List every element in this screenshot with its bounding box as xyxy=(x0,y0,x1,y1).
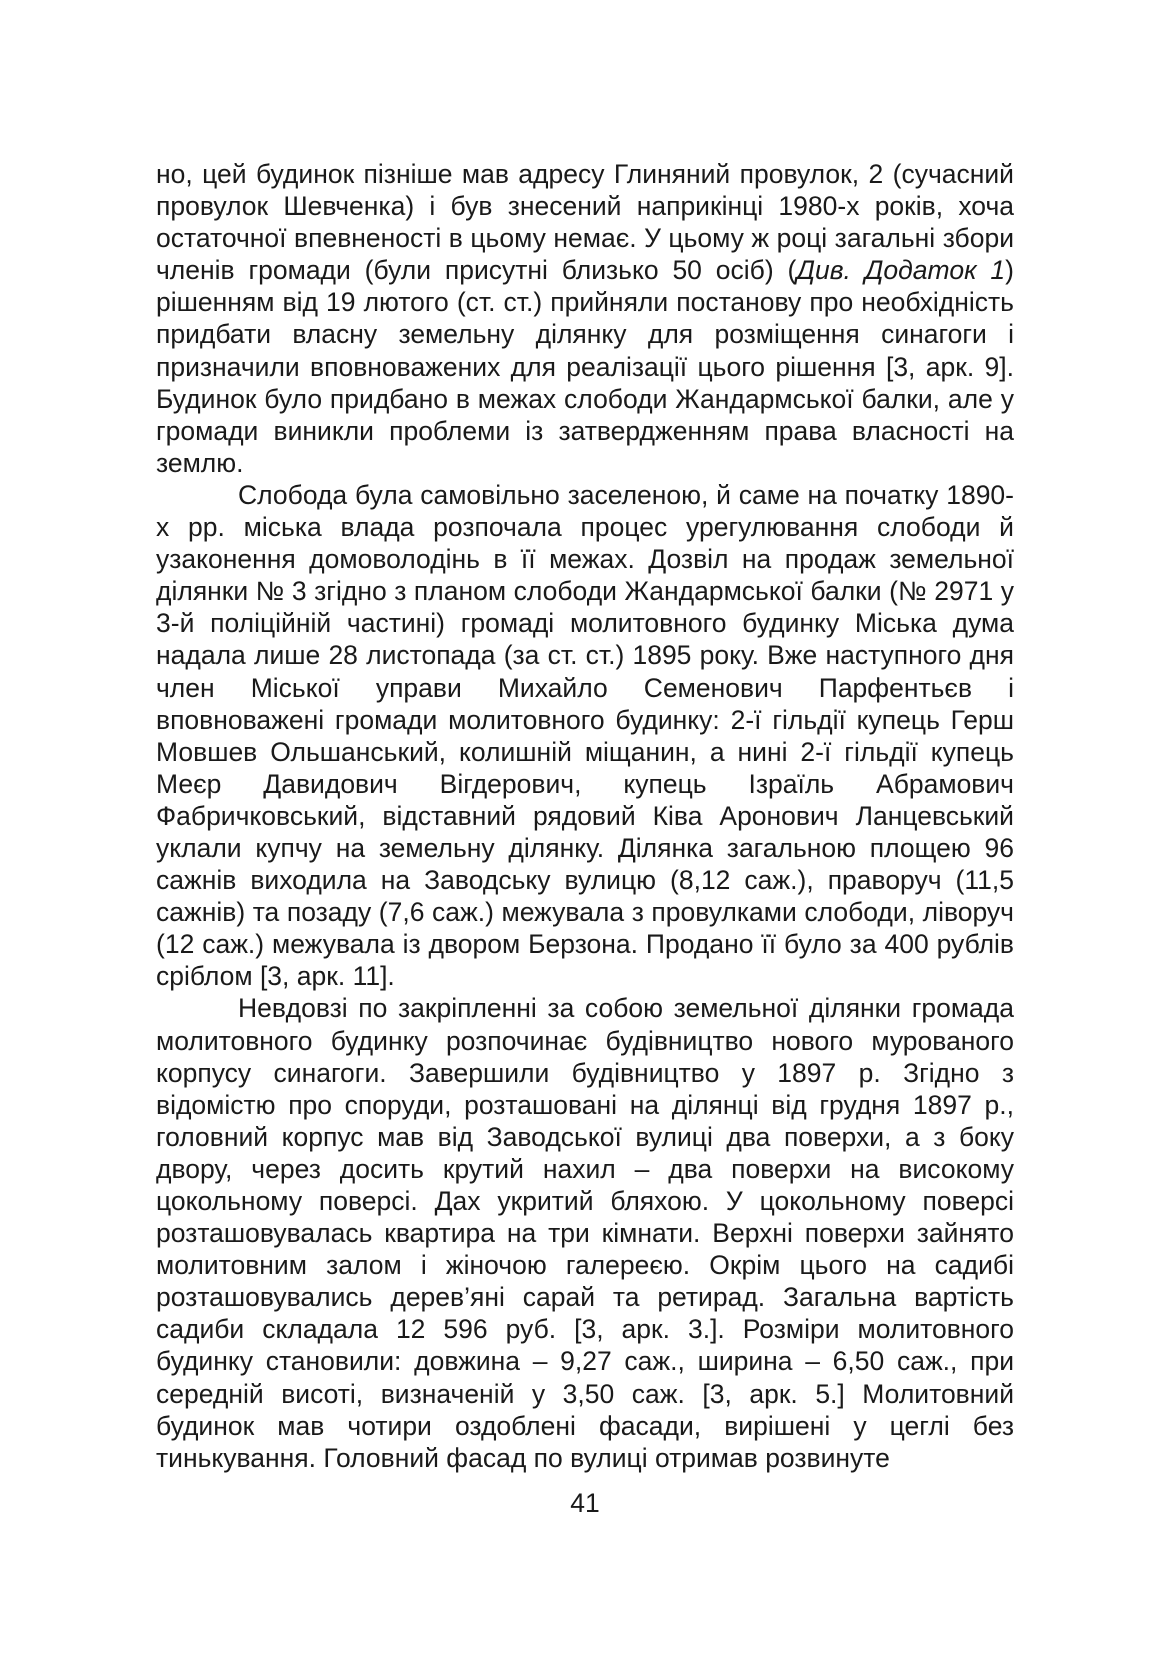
appendix-reference: Див. Додаток 1 xyxy=(796,255,1006,286)
paragraph-construction: Невдовзі по закріпленні за собою земельної ділянки громада молитовного будинку розпочинає будівництво нового мурованого корпусу синагоги. Завершили будівництво у 1897 р. Згідно з відомістю про споруди, розташовані на ділянці від грудня 1897 р., головний корпус мав від Заводської вулиці два поверхи, а з боку двору, через досить крутий нахил – два поверхи на високому цокольному поверсі. Дах укритий бляхою. У цокольному поверсі розташовувалась квартира на три кімнати. Верхні поверхи зайнято молитовним залом і жіночою галереєю. Окрім цього на садибі розташовувались дерев’яні сарай та ретирад. Загальна вартість садиби складала 12 596 руб. [3, арк. 3.]. Розміри молитовного будинку становили: довжина – 9,27 саж., ширина – 6,50 саж., при середній висоті, визначеній у 3,50 саж. [3, арк. 5.] Молитовний будинок мав чотири оздоблені фасади, вирішені у цеглі без тинькування. Головний фасад по вулиці отримав розвинуте xyxy=(156,993,1014,1473)
paragraph-text: но, цей будинок пізніше мав адресу Глиняний провулок, 2 (сучасний провулок Шевченка) і був знесений наприкінці 1980-х років, хоча остаточної впевненості в цьому немає. У цьому ж році загальні збори членів громади (були присутні близько 50 осіб) ( xyxy=(156,159,1014,286)
paragraph-continuation xyxy=(156,158,1014,479)
page-number: 41 xyxy=(570,1488,600,1518)
body-text xyxy=(156,158,1014,1474)
paragraph-sloboda: Слобода була самовільно заселеною, й саме на початку 1890-х рр. міська влада розпочала процес урегулювання слободи й узаконення домоволодінь в її межах. Дозвіл на продаж земельної ділянки № 3 згідно з планом слободи Жандармської балки (№ 2971 у 3-й поліційній частині) громаді молитовного будинку Міська дума надала лише 28 листопада (за ст. ст.) 1895 року. Вже наступного дня член Міської управи Михайло Семенович Парфентьєв і вповноважені громади молитовного будинку: 2-ї гільдії купець Герш Мовшев Ольшанський, колишній міщанин, а нині 2-ї гільдії купець Меєр Давидович Вігдерович, купець Ізраїль Абрамович Фабричковський, відставний рядовий Ківа Аронович Ланцевський уклали купчу на земельну ділянку. Ділянка загальною площею 96 сажнів виходила на Заводську вулицю (8,12 саж.), праворуч (11,5 сажнів) та позаду (7,6 саж.) межувала з провулками слободи, ліворуч (12 саж.) межувала із двором Берзона. Продано її було за 400 рублів сріблом [3, арк. 11]. xyxy=(156,479,1014,992)
paragraph-text: ) рішенням від 19 лютого (ст. ст.) прийняли постанову про необхідність придбати власну земельну ділянку для розміщення синагоги і призначили вповноважених для реалізації цього рішення [3, арк. 9]. Будинок було придбано в межах слободи Жандармської балки, але у громади виникли проблеми із затвердженням права власності на землю. xyxy=(156,255,1014,478)
